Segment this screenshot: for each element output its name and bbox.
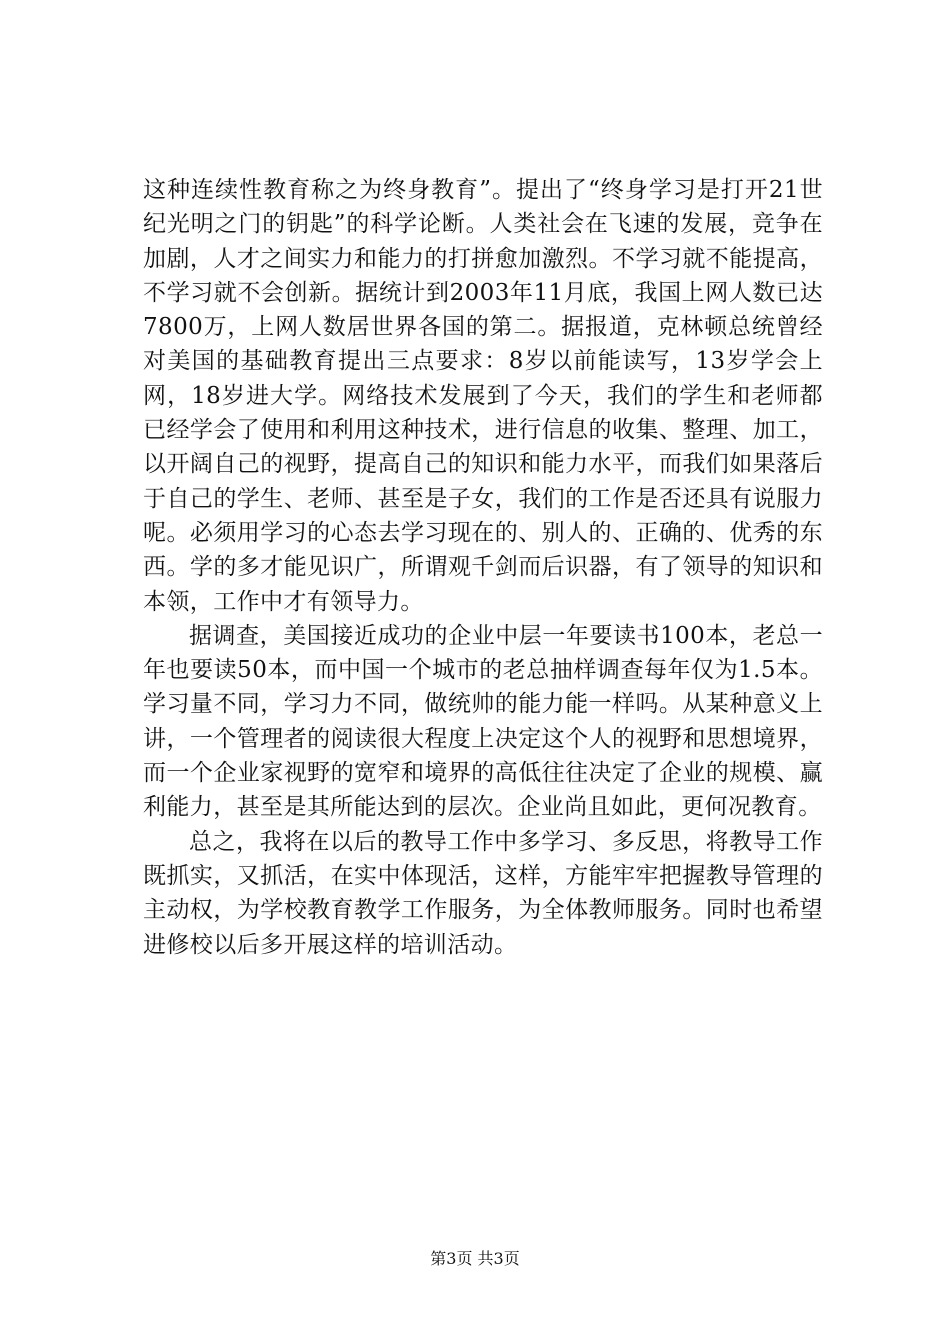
paragraph-conclusion: 总之，我将在以后的教导工作中多学习、多反思，将教导工作既抓实，又抓活，在实中体现活，这样，方能牢牢把握教导管理的主动权，为学校教育教学工作服务，为全体教师服务。同时也希望进修校以后多开展这样的培训活动。 <box>143 828 823 958</box>
paragraph-continuation: 这种连续性教育称之为终身教育”。提出了“终身学习是打开21世纪光明之门的钥匙”的科学论断。人类社会在飞速的发展，竞争在加剧，人才之间实力和能力的打拼愈加激烈。不学习就不能提高，不学习就不会创新。据统计到2003年11月底，我国上网人数已达7800万，上网人数居世界各国的第二。据报道，克林顿总统曾经对美国的基础教育提出三点要求：8岁以前能读写，13岁学会上网，18岁进大学。网络技术发展到了今天，我们的学生和老师都已经学会了使用和利用这种技术，进行信息的收集、整理、加工，以开阔自己的视野，提高自己的知识和能力水平，而我们如果落后于自己的学生、老师、甚至是子女，我们的工作是否还具有说服力呢。必须用学习的心态去学习现在的、别人的、正确的、优秀的东西。学的多才能见识广，所谓观千剑而后识器，有了领导的知识和本领，工作中才有领导力。 <box>143 177 823 615</box>
paragraph-survey: 据调查，美国接近成功的企业中层一年要读书100本，老总一年也要读50本，而中国一个城市的老总抽样调查每年仅为1.5本。学习量不同，学习力不同，做统帅的能力能一样吗。从某种意义上讲，一个管理者的阅读很大程度上决定这个人的视野和思想境界，而一个企业家视野的宽窄和境界的高低往往决定了企业的规模、赢利能力，甚至是其所能达到的层次。企业尚且如此，更何况教育。 <box>143 622 823 821</box>
document-body <box>143 173 823 962</box>
page-number-footer: 第3页 共3页 <box>430 1249 520 1268</box>
